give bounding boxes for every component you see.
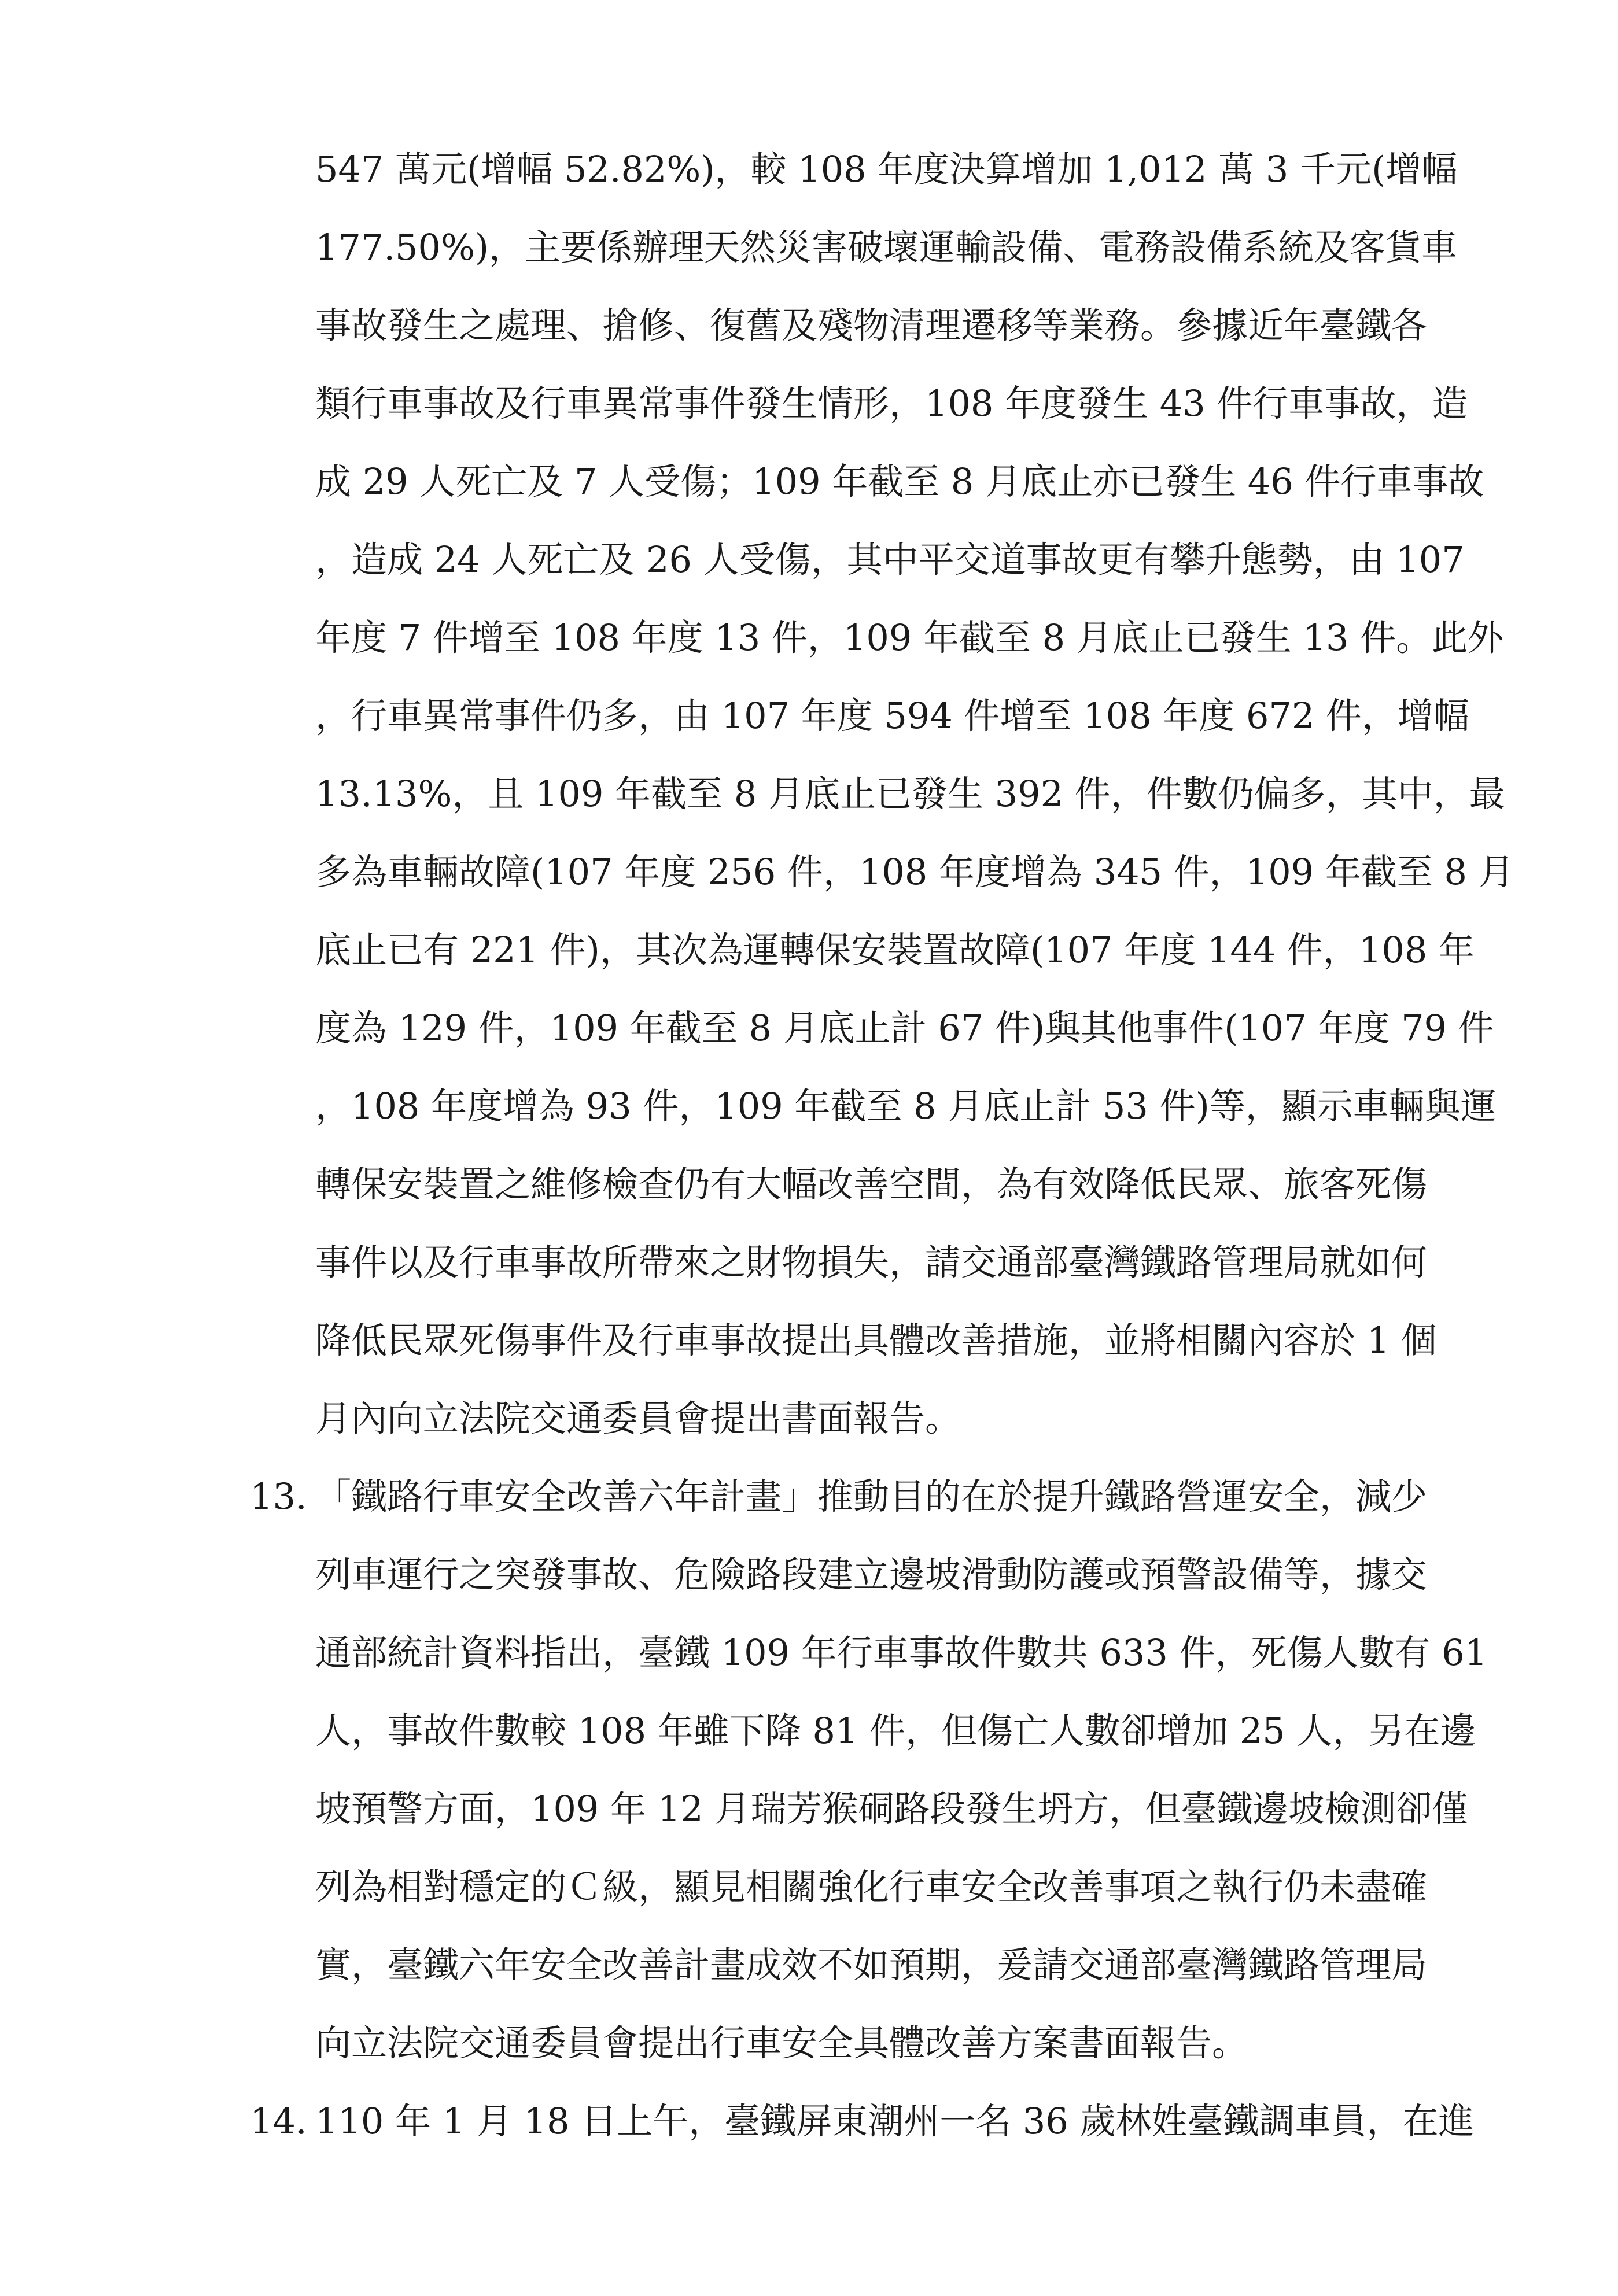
item-13-line-6: 列為相對穩定的Ｃ級，顯見相關強化行車安全改善事項之執行仍未盡確	[315, 1866, 1428, 1908]
paragraph-line-2: 177.50%)，主要係辦理天然災害破壞運輸設備、電務設備系統及客貨車	[315, 226, 1458, 268]
paragraph-line-4: 類行車事故及行車異常事件發生情形，108 年度發生 43 件行車事故，造	[315, 382, 1468, 424]
paragraph-line-3: 事故發生之處理、搶修、復舊及殘物清理遷移等業務。參據近年臺鐵各	[315, 304, 1428, 346]
item-13-line-3: 通部統計資料指出，臺鐵 109 年行車事故件數共 633 件，死傷人數有 61	[315, 1631, 1488, 1674]
paragraph-line-12: 度為 129 件，109 年截至 8 月底止計 67 件)與其他事件(107 年度 79 件	[315, 1007, 1494, 1049]
paragraph-line-14: 轉保安裝置之維修檢查仍有大幅改善空間，為有效降低民眾、旅客死傷	[315, 1163, 1428, 1205]
paragraph-line-6: ，造成 24 人死亡及 26 人受傷，其中平交道事故更有攀升態勢，由 107	[315, 538, 1465, 581]
paragraph-line-9: 13.13%，且 109 年截至 8 月底止已發生 392 件，件數仍偏多，其中，最	[315, 773, 1505, 815]
item-13-line-2: 列車運行之突發事故、危險路段建立邊坡滑動防護或預警設備等，據交	[315, 1553, 1428, 1596]
paragraph-line-1: 547 萬元(增幅 52.82%)，較 108 年度決算增加 1,012 萬 3 千元(增幅	[315, 148, 1458, 190]
paragraph-line-15: 事件以及行車事故所帶來之財物損失，請交通部臺灣鐵路管理局就如何	[315, 1241, 1428, 1283]
paragraph-line-16: 降低民眾死傷事件及行車事故提出具體改善措施，並將相關內容於 1 個	[315, 1319, 1437, 1361]
paragraph-line-17: 月內向立法院交通委員會提出書面報告。	[315, 1397, 961, 1439]
item-13-line-4: 人，事故件數較 108 年雖下降 81 件，但傷亡人數卻增加 25 人，另在邊	[315, 1710, 1476, 1752]
item-14-number: 14.	[250, 2100, 307, 2142]
paragraph-line-7: 年度 7 件增至 108 年度 13 件，109 年截至 8 月底止已發生 13 件。此外	[315, 617, 1504, 659]
paragraph-line-11: 底止已有 221 件)，其次為運轉保安裝置故障(107 年度 144 件，108 年	[315, 929, 1475, 971]
item-13-line-5: 坡預警方面，109 年 12 月瑞芳猴硐路段發生坍方，但臺鐵邊坡檢測卻僅	[315, 1788, 1468, 1830]
item-13-line-8: 向立法院交通委員會提出行車安全具體改善方案書面報告。	[315, 2022, 1248, 2064]
paragraph-line-10: 多為車輛故障(107 年度 256 件，108 年度增為 345 件，109 年截至 8 月	[315, 851, 1514, 893]
paragraph-line-5: 成 29 人死亡及 7 人受傷；109 年截至 8 月底止亦已發生 46 件行車事故	[315, 460, 1484, 503]
item-13-number: 13.	[250, 1475, 307, 1518]
item-13-line-7: 實，臺鐵六年安全改善計畫成效不如預期，爰請交通部臺灣鐵路管理局	[315, 1944, 1428, 1986]
paragraph-line-13: ，108 年度增為 93 件，109 年截至 8 月底止計 53 件)等，顯示車輛與運	[315, 1085, 1497, 1127]
paragraph-line-8: ，行車異常事件仍多，由 107 年度 594 件增至 108 年度 672 件，增幅	[315, 695, 1470, 737]
item-14-line-1: 110 年 1 月 18 日上午，臺鐵屏東潮州一名 36 歲林姓臺鐵調車員，在進	[315, 2100, 1475, 2142]
item-13-line-1: 「鐵路行車安全改善六年計畫」推動目的在於提升鐵路營運安全，減少	[315, 1475, 1428, 1518]
